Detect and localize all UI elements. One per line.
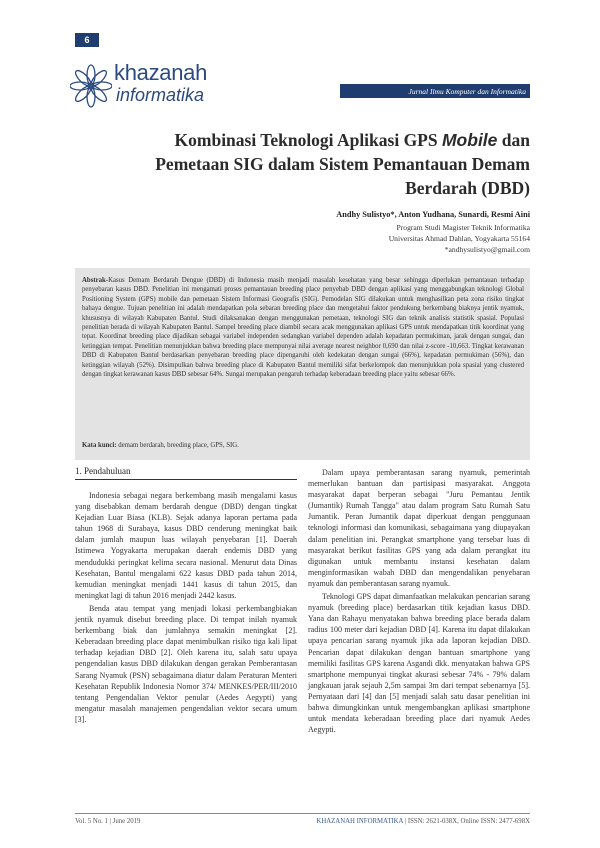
logo-line-1: khazanah	[114, 60, 208, 85]
paragraph: Benda atau tempat yang menjadi lokasi perkembangbiakan jentik nyamuk disebut breeding place. Di tempat inilah nyamuk berkembang biak dan jumlahnya semakin meningkat [2]. Keberadaan breeding place dapat menimbulkan risiko tiga kali lipat terhadap kejadian DBD [2]. Oleh karena itu, salah satu upaya pengendalian kasus DBD dilakukan dengan gerakan Pemberantasan Sarang Nyamuk (PSN) sebagaimana diatur dalam Peraturan Menteri Kesehatan Republik Indonesia Nomor 374/ MENKES/PER/III/2010 tentang Pengendalian Vektor penular (Aedes Aegypti) yang mengatur masalah manajemen pengendalian vektor secara umum [3].	[75, 603, 297, 724]
keywords-label: Kata kunci:	[82, 442, 117, 449]
paragraph: Teknologi GPS dapat dimanfaatkan melakukan pencarian sarang nyamuk (breeding place) berdasarkan titik kejadian kasus DBD. Yana dan Rahayu menyatakan bahwa breeding place berada dalam radius 100 meter dari kejadian DBD [4]. Karena itu dapat dilakukan upaya pencarian sarang nyamuk jika ada laporan kejadian DBD. Pencarian dapat dilakukan dengan bantuan smartphone yang memiliki fasilitas GPS karena Asgandi dkk. menyatakan bahwa GPS smartphone mempunyai tingkat akurasi sebesar 74% - 79% dalam jangkauan jarak sejauh 2,5m sampai 3m dari tempat sebenarnya [5]. Pernyataan dari [4] dan [5] menjadi salah satu dasar penelitian ini bahwa dimungkinkan untuk mengembangkan aplikasi smartphone untuk mendata keberadaan breeding place dari nyamuk Aedes Aegypti.	[308, 592, 530, 735]
logo-line-2: informatika	[116, 85, 205, 105]
affiliation-program: Program Studi Magister Teknik Informatika	[396, 223, 530, 232]
keywords-list: demam berdarah, breeding place, GPS, SIG.	[116, 442, 239, 449]
footer-volume: Vol. 5 No. 1 | June 2019	[75, 818, 141, 825]
paragraph: Indonesia sebagai negara berkembang masih mengalami kasus yang disebabkan demam berdarah dengue (DBD) dengan tingkat Kejadian Luar Biasa (KLB). Sejak adanya laporan pertama pada tahun 1968 di Surabaya, kasus DBD cenderung meningkat baik dalam jumlah maupun luas wilayah penyebaran [1]. Daerah Istimewa Yogyakarta merupakan daerah endemis DBD yang mendudukki peringkat kelima secara nasional. Menurut data Dinas Kesehatan, Bantul mengalami 622 kasus DBD pada tahun 2014, kemudian meningkat menjadi 1441 kasus di tahun 2015, dan meningkat lagi di tahun 2016 menjadi 2442 kasus.	[75, 491, 297, 600]
article-authors: Andhy Sulistyo*, Anton Yudhana, Sunardi, Resmi Aini	[336, 210, 530, 219]
abstract-label: Abstrak-	[82, 277, 109, 284]
flower-emblem-icon	[70, 64, 112, 108]
footer-brand: KHAZANAH INFORMATIKA	[316, 818, 404, 825]
section-divider	[75, 479, 297, 480]
footer-issn-numbers: | ISSN: 2621-038X, Online ISSN: 2477-698X	[403, 818, 530, 825]
abstract	[82, 276, 524, 379]
journal-name: Jurnal Ilmu Komputer dan Informatika	[408, 86, 526, 96]
keywords	[82, 442, 522, 449]
footer-divider	[75, 813, 530, 814]
author-email: *andhysulistyo@gmail.com	[444, 244, 530, 254]
footer-issn	[300, 818, 530, 825]
abstract-body: Kasus Demam Berdarah Dengue (DBD) di Indonesia masih menjadi masalah kesehatan yang besar sehingga diperlukan pemantauan terhadap penyebaran kasus DBD. Penelitian ini mengamati proses pemantauan breeding place penyebab DBD dengan aplikasi yang menggabungkan teknologi Global Positioning System (GPS) mobile dan pemetaan Sistem Informasi Geografis (SIG). Pemodelan SIG dilakukan untuk menghasilkan peta zona risiko tingkat bahaya dengue. Tujuan penelitian ini adalah mendapatkan pola sebaran breeding place dan mengetahui faktor pendukung berkembang biaknya jentik nyamuk, khususnya di wilayah Kabupaten Bantul. Studi dilaksanakan dengan menggunakan pemetaan, teknologi SIG dan teknik analisis statistik spasial. Populasi penelitian berada di wilayah Kabupaten Bantul. Sampel breeding place diambil secara acak menggunakan aplikasi GPS untuk mendapatkan titik koordinat yang tepat. Koordinat breeding place dijadikan sebagai variabel independen sedangkan variabel dependen adalah kepadatan permukiman, jarak dengan sungai, dan ketinggian tempat. Penelitian menunjukkan bahwa breeding place mempunyai nilai average nearest neighbor 0,690 dan nilai z-score -10,663. Tingkat kerawanan DBD di Kabupaten Bantul berdasarkan penyebaran breeding place dipengaruhi oleh kedekatan dengan sungai (66%), kepadatan permukiman (56%), dan ketinggian wilayah (52%). Disimpulkan bahwa breeding place di Kabupaten Bantul memiliki sifat berkelompok dan menunjukkan pola spasial yang clustered dengan tingkat kerawanan kasus DBD sebesar 64%. Sungai merupakan pengaruh terhadap keberadaan breeding place yaitu sebesar 66%.	[82, 277, 524, 379]
page-number: 6	[75, 33, 99, 47]
journal-name-bar	[340, 84, 530, 98]
body-column-left	[75, 490, 297, 725]
body-column-right	[308, 467, 530, 735]
paragraph: Dalam upaya pemberantasan sarang nyamuk, pemerintah memerlukan bantuan dan partisipasi masyarakat. Anggota masyarakat dapat berperan sebagai "Juru Pemantau Jentik (Jumantik) Rumah Tangga" atau dalam program Satu Rumah Satu Jumantik. Peran Jumantik dapat diperkuat dengan penggunaan teknologi informasi dan komunikasi, sebagaimana yang diupayakan dalam penelitian ini. Perangkat smartphone yang tersebar luas di masyarakat berikut fasilitas GPS yang ada dalam perangkat itu digunakan untuk membantu instansi kesehatan dalam menginformasikan wabah DBD dan mengendalikan penyebaran nyamuk dan pemberantasan sarang nyamuk.	[308, 468, 530, 588]
title-mobile-word: Mobile	[441, 130, 498, 150]
journal-logo	[70, 60, 260, 112]
section-heading: 1. Pendahuluan	[75, 466, 131, 476]
article-title: Kombinasi Teknologi Aplikasi GPS Mobile dan Pemetaan SIG dalam Sistem Pemantauan Demam Berdarah (DBD)	[155, 130, 530, 198]
author-affiliation	[240, 223, 530, 255]
affiliation-university: Universitas Ahmad Dahlan, Yogyakarta 55164	[388, 233, 530, 243]
